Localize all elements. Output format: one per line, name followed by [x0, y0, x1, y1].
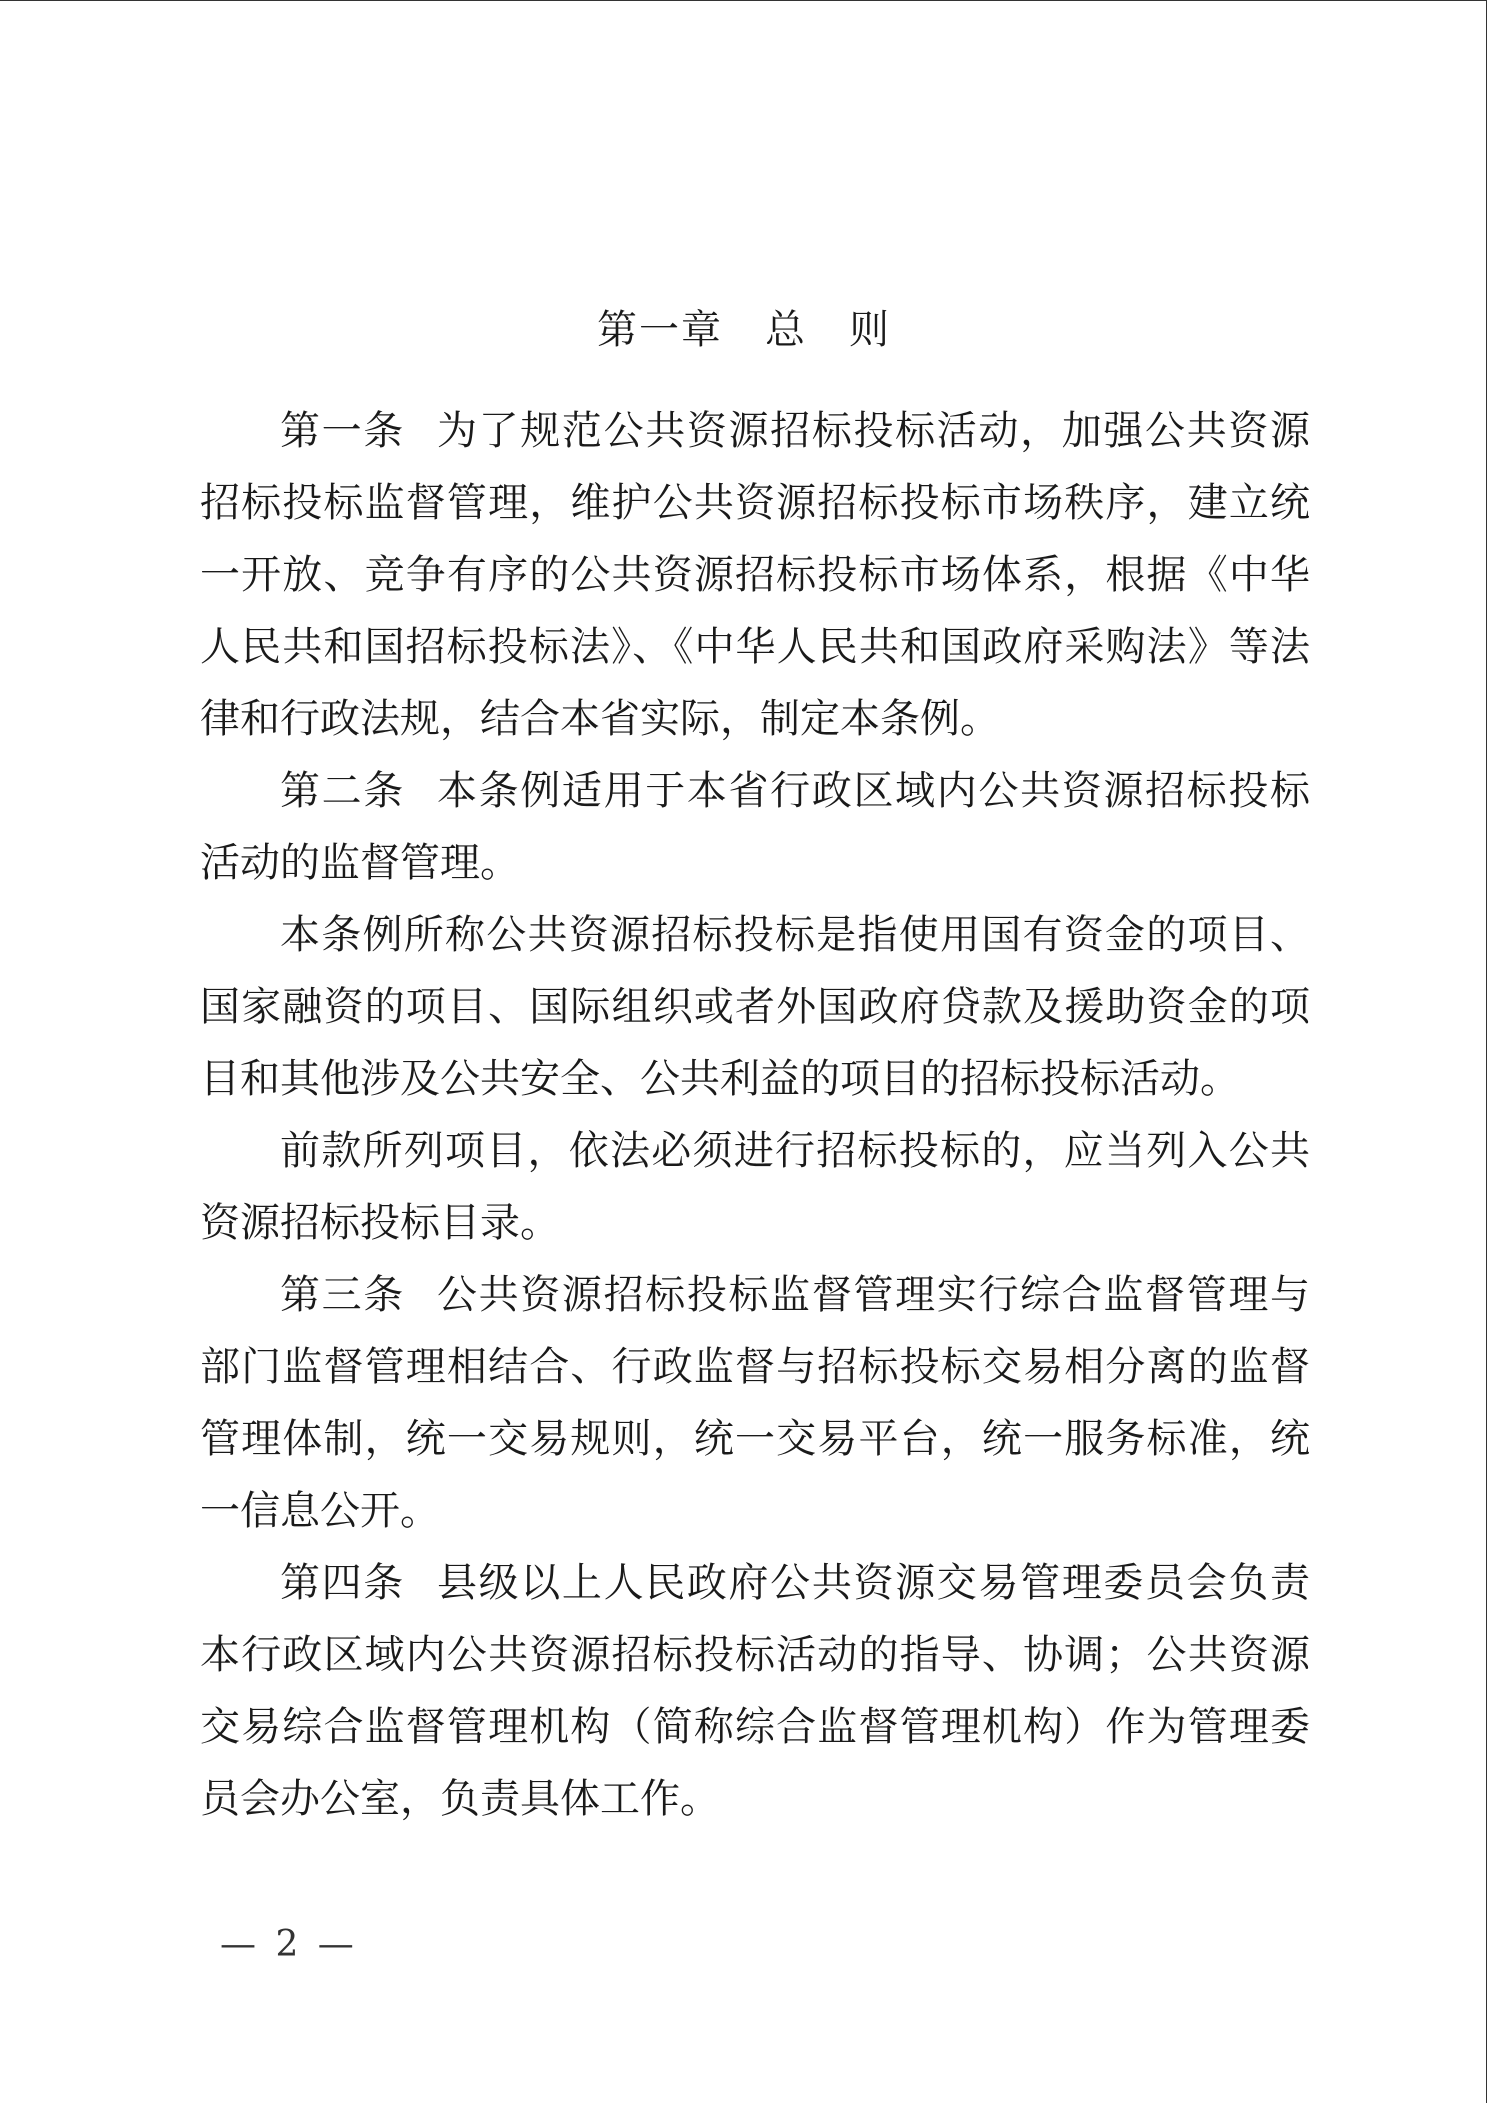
article-label: 第四条: [280, 1560, 405, 1606]
article-text: 本条例适用于本省行政区域内公共资源招标投标活动的监督管理。: [200, 768, 1311, 886]
paragraph: [200, 1115, 1310, 1259]
paragraph-text: 前款所列项目，依法必须进行招标投标的，应当列入公共资源招标投标目录。: [200, 1128, 1310, 1246]
article-3: [200, 1259, 1310, 1547]
article-label: 第一条: [280, 408, 405, 454]
paragraph: [200, 899, 1310, 1115]
chapter-title: 第一章 总 则: [597, 307, 891, 353]
article-text: 县级以上人民政府公共资源交易管理委员会负责本行政区域内公共资源招标投标活动的指导、协调；公共资源交易综合监督管理机构（简称综合监督管理机构）作为管理委员会办公室，负责具体工作。: [200, 1560, 1311, 1822]
paragraph-text: 本条例所称公共资源招标投标是指使用国有资金的项目、国家融资的项目、国际组织或者外国政府贷款及援助资金的项目和其他涉及公共安全、公共利益的项目的招标投标活动。: [200, 912, 1310, 1102]
article-label: 第三条: [280, 1272, 405, 1318]
document-body: [200, 395, 1310, 1835]
article-2: [200, 755, 1310, 899]
article-label: 第二条: [280, 768, 405, 814]
page-number: — 2 —: [220, 1924, 358, 1965]
article-1: [200, 395, 1310, 755]
article-text: 为了规范公共资源招标投标活动，加强公共资源招标投标监督管理，维护公共资源招标投标市场秩序，建立统一开放、竞争有序的公共资源招标投标市场体系，根据《中华人民共和国招标投标法》、《中华人民共和国政府采购法》等法律和行政法规，结合本省实际，制定本条例。: [200, 408, 1311, 742]
article-text: 公共资源招标投标监督管理实行综合监督管理与部门监督管理相结合、行政监督与招标投标交易相分离的监督管理体制，统一交易规则，统一交易平台，统一服务标准，统一信息公开。: [200, 1272, 1311, 1534]
article-4: [200, 1547, 1310, 1835]
